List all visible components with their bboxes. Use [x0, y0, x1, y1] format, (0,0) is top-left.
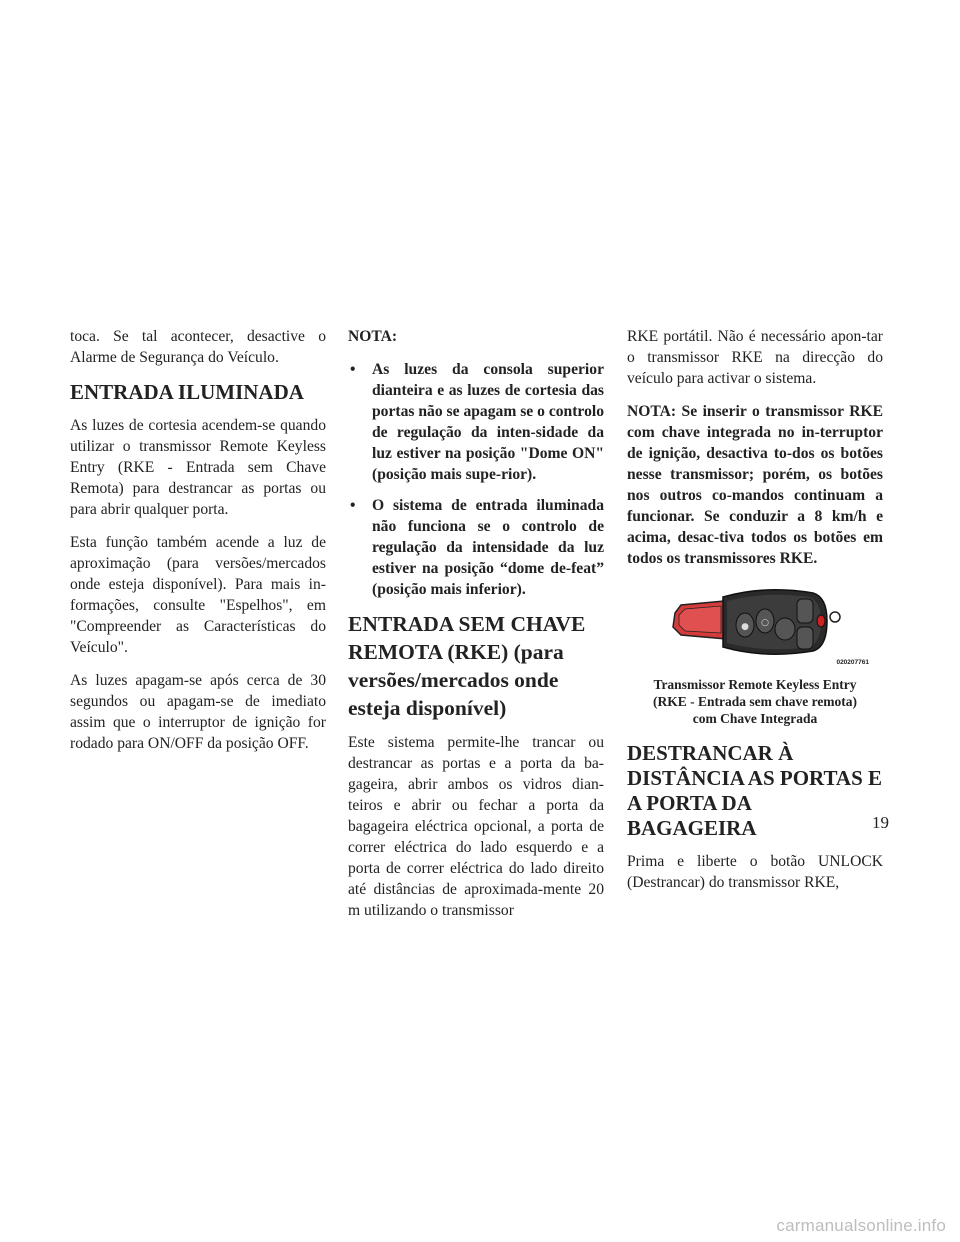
bullet-text: O sistema de entrada iluminada não funciona se o controlo de regulação da intensidade da luz estiver na posição “dome de-feat” (posição mais inferior). [372, 497, 604, 598]
list-item [348, 495, 604, 600]
column-right [627, 326, 883, 905]
paragraph-rke-portable: RKE portátil. Não é necessário apon-tar o transmissor RKE na direcção do veículo para activar o sistema. [627, 328, 883, 387]
heading-rke: ENTRADA SEM CHAVE REMOTA (RKE) (para versões/mercados onde esteja disponível) [348, 612, 586, 720]
figure-caption [627, 676, 883, 727]
note-rke-ignition: NOTA: Se inserir o transmissor RKE com chave integrada no in-terruptor de ignição, desactiva to-dos os botões nesse transmissor; porém, os botões nos outros co-mandos continuam a funcionar. Se conduzir a 8 km/h e acima, desac-tiva todos os botões em todos os transmissores RKE. [627, 403, 883, 567]
caption-line: (RKE - Entrada sem chave remota) [652, 694, 858, 709]
caption-line: Transmissor Remote Keyless Entry [653, 677, 857, 692]
heading-entrada-iluminada: ENTRADA ILUMINADA [70, 380, 304, 404]
list-item [348, 359, 604, 485]
bullet-text: As luzes da consola superior dianteira e as luzes de cortesia das portas não se apagam se o controlo de regulação da inten-sidade da luz estiver na posição "Dome ON" (posição mais supe-rior). [372, 361, 604, 483]
paragraph-rke-system: Este sistema permite-lhe trancar ou destrancar as portas e a porta da ba-gageira, abrir ambos os vidros dian-teiros e abrir ou fechar a porta da bagageira eléctrica opcional, a porta de correr eléctrica do lado esquerdo e a porta de correr eléctrica do lado direito até distâncias de aproximada-mente 20 m utilizando o transmissor [348, 734, 604, 919]
paragraph-alarm: toca. Se tal acontecer, desactive o Alarme de Segurança do Veículo. [70, 328, 326, 366]
key-fob-icon [665, 587, 845, 657]
note-bullet-list [348, 359, 604, 600]
paragraph-lights-off: As luzes apagam-se após cerca de 30 segundos ou apagam-se de imediato assim que o interruptor de ignição for rodado para ON/OFF da posição OFF. [70, 672, 326, 752]
paragraph-approach-light: Esta função também acende a luz de aproximação (para versões/mercados onde esteja disponível). Para mais in-formações, consulte "Espelhos", em "Compreender as Características do Veículo". [70, 534, 326, 656]
svg-text:○: ○ [761, 618, 769, 628]
caption-line: com Chave Integrada [692, 711, 818, 726]
paragraph-unlock: Prima e liberte o botão UNLOCK (Destrancar) do transmissor RKE, [627, 853, 883, 891]
heading-destrancar: DESTRANCAR À DISTÂNCIA AS PORTAS E A PORTA DA BAGAGEIRA [627, 741, 883, 840]
bullet-icon: • [350, 497, 356, 514]
page-number: 19 [872, 813, 889, 832]
figure-key-fob [627, 587, 883, 666]
column-middle [348, 326, 604, 933]
paragraph-courtesy-lights: As luzes de cortesia acendem-se quando utilizar o transmissor Remote Keyless Entry (RKE - Entrada sem Chave Remota) para destrancar as portas ou para abrir qualquer porta. [70, 417, 326, 518]
column-left [70, 326, 326, 766]
figure-code: 020207761 [836, 659, 869, 666]
bullet-icon: • [350, 361, 356, 378]
watermark: carmanualsonline.info [776, 1216, 946, 1235]
note-label: NOTA: [348, 328, 398, 345]
svg-text:●: ● [741, 622, 749, 632]
